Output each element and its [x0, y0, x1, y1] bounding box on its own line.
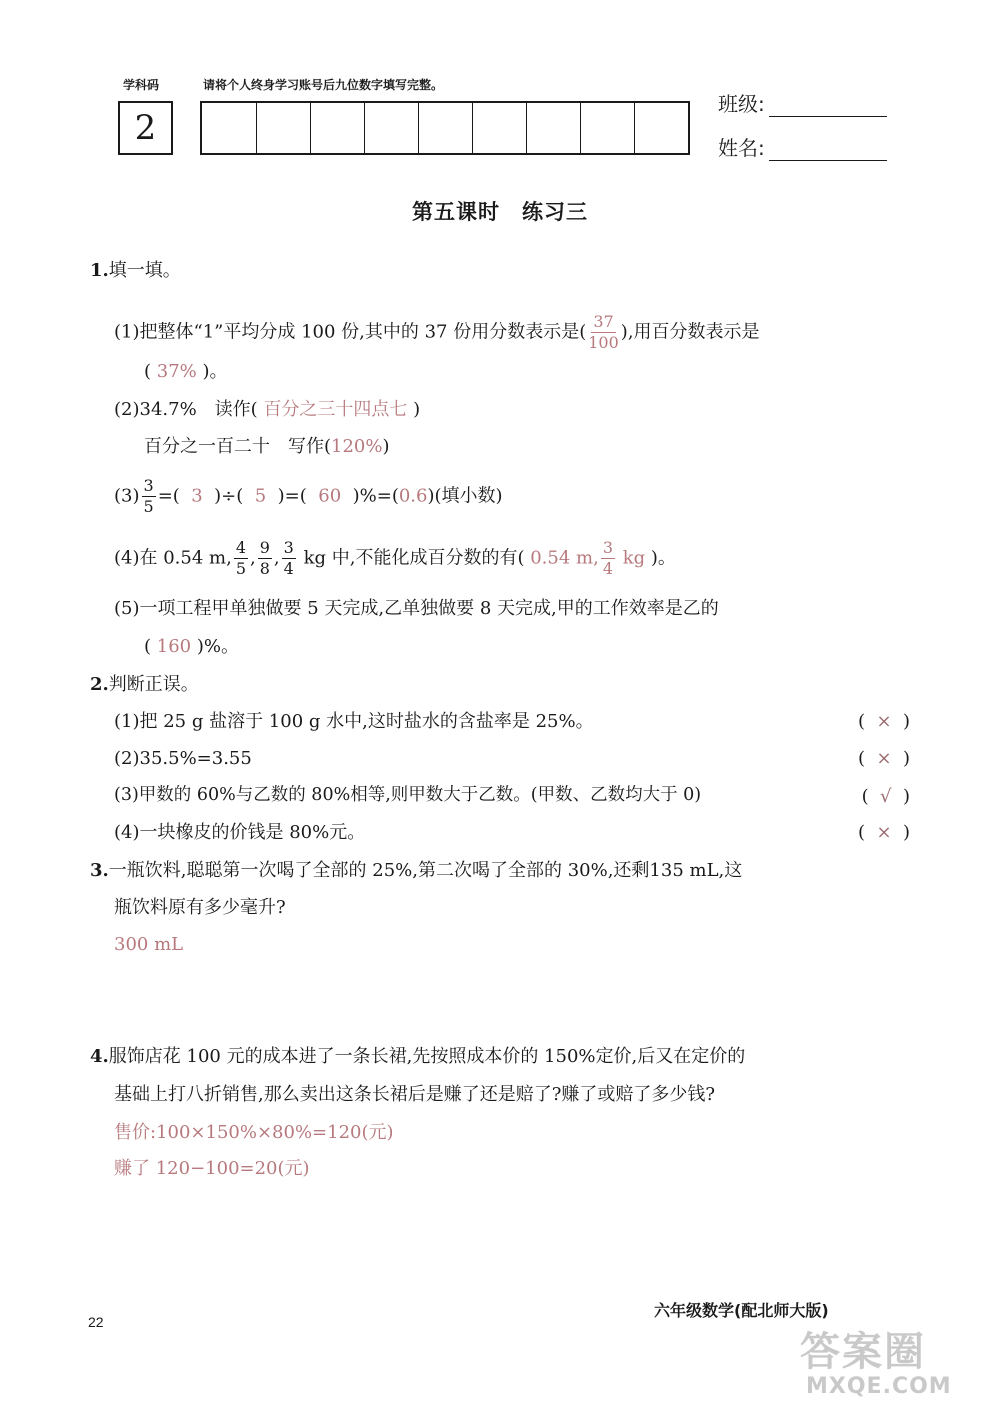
q1-part4-answer-a: 0.54 m,: [530, 547, 599, 569]
fraction-denominator: 100: [588, 333, 619, 352]
q1-heading: [90, 262, 181, 280]
q1-part1-answer-fraction: [588, 314, 619, 351]
subject-code-box: 2: [118, 101, 173, 155]
account-instruction: 请将个人终身学习账号后九位数字填写完整。: [203, 78, 444, 92]
class-field[interactable]: [718, 88, 887, 117]
q1-part5-answer: 160: [156, 636, 192, 657]
q1-part1-line1: [114, 314, 760, 351]
fraction-denominator: 4: [602, 559, 613, 578]
paren-close: ): [413, 399, 421, 420]
q2-heading-text: 判断正误。: [108, 674, 199, 695]
book-title: 六年级数学(配北师大版): [654, 1301, 829, 1320]
q1-part4-fraction-1: [234, 540, 248, 577]
id-digit-box[interactable]: [364, 103, 418, 153]
fraction-numerator: 3: [602, 538, 613, 557]
q4-line1: [90, 1048, 745, 1066]
q3-number: 3.: [90, 860, 109, 881]
q4-answer-line2: 赚了 120−100=20(元): [114, 1158, 310, 1179]
q3-answer: 300 mL: [114, 934, 184, 955]
class-label: 班级:: [718, 92, 765, 116]
paren-open: (: [144, 636, 152, 657]
q1-part1-answer-percent: 37%: [156, 361, 197, 382]
q1-part2-line1: [114, 401, 420, 419]
q1-part2-answer-reading: 百分之三十四点七: [263, 399, 408, 420]
q1-part2-line2: [144, 438, 390, 456]
q1-part5-line2: [144, 638, 239, 656]
id-digit-box[interactable]: [580, 103, 634, 153]
q1-part4-answer-b: kg: [622, 547, 646, 569]
paren-open: (: [144, 361, 152, 382]
q3-text-line1: 一瓶饮料,聪聪第一次喝了全部的 25%,第二次喝了全部的 30%,还剩135 mL,这: [108, 860, 743, 881]
q1-part3-eq2: )=(: [277, 485, 307, 507]
cross-mark-icon: ×: [876, 748, 892, 769]
id-digit-box[interactable]: [526, 103, 580, 153]
q4-answer-line1: 售价:100×150%×80%=120(元): [114, 1122, 394, 1143]
q1-heading-text: 填一填。: [108, 260, 181, 281]
q4-line2: 基础上打八折销售,那么卖出这条长裙后是赚了还是赔了?赚了或赔了多少钱?: [114, 1084, 716, 1105]
q1-part3-end: )(填小数): [427, 485, 503, 507]
q1-part1-text-b: ),用百分数表示是: [620, 321, 760, 343]
name-label: 姓名:: [718, 136, 765, 160]
q1-part4-fraction-2: [258, 540, 272, 577]
name-field[interactable]: [718, 132, 887, 161]
q1-part4-text-a: (4)在 0.54 m,: [114, 547, 232, 569]
fraction-numerator: 4: [235, 538, 246, 557]
paren-close: )。: [202, 361, 228, 382]
paren-close: ): [382, 436, 390, 457]
fraction-numerator: 3: [143, 476, 154, 495]
q1-part3-pct: )%=(: [352, 485, 399, 507]
q2-item-2: (2)35.5%=3.55: [114, 748, 252, 769]
name-blank-line[interactable]: [769, 142, 887, 161]
q2-item-4: (4)一块橡皮的价钱是 80%元。: [114, 822, 366, 843]
q4-number: 4.: [90, 1046, 109, 1067]
class-blank-line[interactable]: [769, 98, 887, 117]
q1-part4-text-c: )。: [650, 547, 676, 569]
q1-part4-line: (4)在 0.54 m, $\frac{4}{5}$ , $\frac{9}{8}$ , $\frac{3}{4}$ kg 中,不能化成百分数的有( 0.54 m, $\frac{3}{4}$ kg )。: [114, 538, 676, 578]
q1-part3-fraction: [142, 478, 156, 515]
id-digit-box[interactable]: [202, 103, 256, 153]
q1-part3-eq1: =(: [157, 485, 180, 507]
q1-part1-line2: [144, 363, 228, 381]
q2-item-3-judgement: ( √ ): [861, 786, 910, 807]
check-mark-icon: √: [880, 786, 892, 807]
page-title: 第五课时 练习三: [412, 199, 588, 224]
id-digit-box[interactable]: [634, 103, 688, 153]
watermark-url: MXQE.COM: [806, 1374, 952, 1399]
q2-heading: [90, 676, 199, 694]
fraction-denominator: 5: [143, 497, 154, 516]
q1-part5-line1: (5)一项工程甲单独做要 5 天完成,乙单独做要 8 天完成,甲的工作效率是乙的: [114, 598, 719, 619]
account-id-boxes[interactable]: [200, 101, 690, 155]
q1-part4-text-b: kg 中,不能化成百分数的有(: [303, 547, 525, 569]
cross-mark-icon: ×: [876, 822, 892, 843]
q2-item-2-judgement: ( × ): [857, 748, 910, 769]
id-digit-box[interactable]: [418, 103, 472, 153]
q1-number: 1.: [90, 260, 109, 281]
q2-item-3: (3)甲数的 60%与乙数的 80%相等,则甲数大于乙数。(甲数、乙数均大于 0): [114, 785, 702, 805]
q2-item-1-judgement: ( × ): [857, 711, 910, 732]
cross-mark-icon: ×: [876, 711, 892, 732]
id-digit-box[interactable]: [472, 103, 526, 153]
q1-part2-answer-writing: 120%: [331, 436, 383, 457]
watermark-logo: 答案圈: [800, 1329, 926, 1375]
q2-item-1: (1)把 25 g 盐溶于 100 g 水中,这时盐水的含盐率是 25%。: [114, 711, 594, 732]
fraction-numerator: 37: [593, 312, 614, 331]
q1-part3-line: [114, 478, 503, 515]
id-digit-box[interactable]: [310, 103, 364, 153]
subject-code-label: 学科码: [123, 78, 160, 92]
q1-part1-text-a: (1)把整体“1”平均分成 100 份,其中的 37 份用分数表示是(: [114, 321, 587, 343]
q1-part3-prefix: (3): [114, 485, 140, 507]
q3-line1: [90, 862, 742, 880]
q1-part4-fraction-3: [282, 540, 296, 577]
q1-part3-answer-4: 0.6: [398, 485, 428, 507]
fraction-denominator: 8: [259, 559, 270, 578]
q3-line2: 瓶饮料原有多少毫升?: [114, 897, 286, 918]
q1-part3-answer-3: 60: [318, 485, 342, 507]
q1-part2-text-b: 百分之一百二十 写作(: [144, 436, 332, 457]
page-number: 22: [88, 1314, 104, 1330]
fraction-numerator: 3: [283, 538, 294, 557]
fraction-numerator: 9: [259, 538, 270, 557]
q1-part4-answer-fraction: [601, 540, 615, 577]
fraction-denominator: 5: [235, 559, 246, 578]
paren-close: )%。: [196, 636, 239, 657]
q2-item-4-judgement: ( × ): [857, 822, 910, 843]
q4-text-line1: 服饰店花 100 元的成本进了一条长裙,先按照成本价的 150%定价,后又在定价的: [108, 1046, 746, 1067]
q1-part2-text-a: (2)34.7% 读作(: [114, 399, 258, 420]
q1-part3-div: )÷(: [214, 485, 244, 507]
q1-part3-answer-2: 5: [254, 485, 267, 507]
q2-number: 2.: [90, 674, 109, 695]
q1-part3-answer-1: 3: [191, 485, 203, 507]
id-digit-box[interactable]: [256, 103, 310, 153]
fraction-denominator: 4: [283, 559, 294, 578]
